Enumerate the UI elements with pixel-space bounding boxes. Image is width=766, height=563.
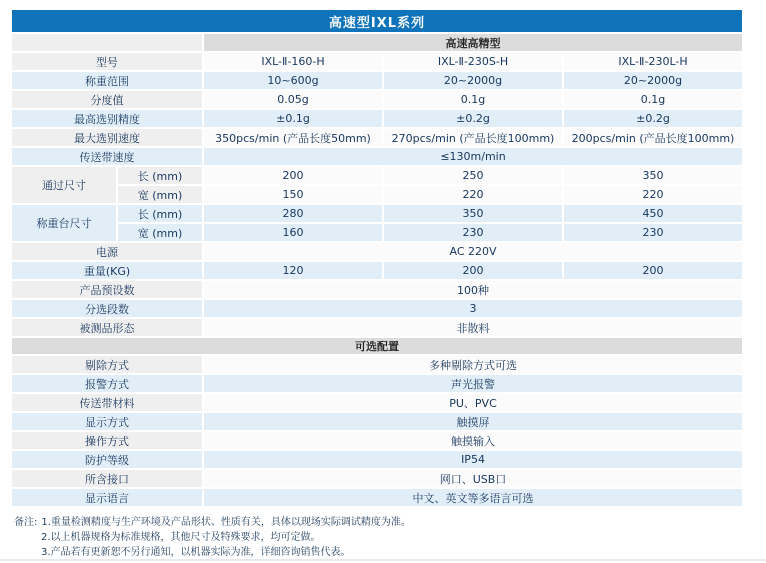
spec-value: IXL-Ⅱ-230S-H: [384, 53, 562, 70]
table-row: [12, 72, 742, 89]
table-row: [12, 432, 742, 449]
spec-value-span: 100种: [204, 281, 742, 298]
option-label: 报警方式: [12, 375, 202, 392]
spec-value-span: 3: [204, 300, 742, 317]
spec-label: 电源: [12, 243, 202, 260]
option-label: 显示语言: [12, 489, 202, 506]
table-row: [12, 53, 742, 70]
footnote-prefix: 备注:: [14, 517, 38, 528]
option-value: 中文、英文等多语言可选: [204, 489, 742, 506]
spec-group-label: 通过尺寸: [12, 167, 116, 203]
table-row: [12, 375, 742, 392]
spec-value: 10~600g: [204, 72, 382, 89]
spec-label: 分度值: [12, 91, 202, 108]
spec-value: IXL-Ⅱ-160-H: [204, 53, 382, 70]
table-row: [12, 262, 742, 279]
option-label: 操作方式: [12, 432, 202, 449]
option-value: 声光报警: [204, 375, 742, 392]
table-row: [12, 319, 742, 336]
table-row: [12, 186, 742, 203]
spec-value: 0.05g: [204, 91, 382, 108]
spec-value: 450: [564, 205, 742, 222]
spec-value-span: ≤130m/min: [204, 148, 742, 165]
option-label: 剔除方式: [12, 356, 202, 373]
table-row: [12, 224, 742, 241]
option-label: 防护等级: [12, 451, 202, 468]
option-value: 触摸屏: [204, 413, 742, 430]
bottom-divider: [0, 559, 766, 561]
table-row: [12, 300, 742, 317]
spec-value: 350pcs/min (产品长度50mm): [204, 129, 382, 146]
spec-label: 重量(KG): [12, 262, 202, 279]
spec-value: 250: [384, 167, 562, 184]
corner-cell: [12, 34, 202, 51]
table-row: [12, 281, 742, 298]
option-value: 多种剔除方式可选: [204, 356, 742, 373]
spec-label: 传送带速度: [12, 148, 202, 165]
spec-value: 350: [564, 167, 742, 184]
option-label: 显示方式: [12, 413, 202, 430]
table-row: [12, 167, 742, 184]
table-row: [12, 205, 742, 222]
table-row: [12, 394, 742, 411]
spec-value: 0.1g: [564, 91, 742, 108]
table-row: [12, 129, 742, 146]
option-value: 触摸输入: [204, 432, 742, 449]
option-label: 传送带材料: [12, 394, 202, 411]
section-header-precision: 高速高精型: [204, 34, 742, 51]
table-row: [12, 110, 742, 127]
spec-value: 270pcs/min (产品长度100mm): [384, 129, 562, 146]
spec-value: 20~2000g: [564, 72, 742, 89]
option-value: IP54: [204, 451, 742, 468]
spec-label: 分选段数: [12, 300, 202, 317]
spec-label: 产品预设数: [12, 281, 202, 298]
option-value: PU、PVC: [204, 394, 742, 411]
spec-subrow-label: 长 (mm): [118, 205, 202, 222]
footnote-line-2: 2.以上机器规格为标准规格，其他尺寸及特殊要求，均可定做。: [41, 532, 321, 543]
spec-sheet: [0, 8, 766, 563]
spec-value-span: 非散料: [204, 319, 742, 336]
spec-label: 型号: [12, 53, 202, 70]
footnotes: [14, 515, 766, 560]
table-row: [12, 91, 742, 108]
spec-label: 被测品形态: [12, 319, 202, 336]
spec-value: ±0.2g: [564, 110, 742, 127]
spec-value: 20~2000g: [384, 72, 562, 89]
spec-value: 120: [204, 262, 382, 279]
spec-value: ±0.1g: [204, 110, 382, 127]
footnote-line-3: 3.产品若有更新恕不另行通知，以机器实际为准，详细咨询销售代表。: [41, 547, 351, 558]
spec-subrow-label: 宽 (mm): [118, 224, 202, 241]
footnote-text: 1.重量检测精度与生产环境及产品形状、性质有关，具体以现场实际调试精度为准。: [41, 517, 411, 528]
table-row: [12, 243, 742, 260]
spec-value: 200: [384, 262, 562, 279]
option-value: 网口、USB口: [204, 470, 742, 487]
spec-value: 230: [384, 224, 562, 241]
spec-value: IXL-Ⅱ-230L-H: [564, 53, 742, 70]
spec-value-span: AC 220V: [204, 243, 742, 260]
spec-value: 230: [564, 224, 742, 241]
section-header-options: 可选配置: [12, 338, 742, 354]
spec-value: 150: [204, 186, 382, 203]
spec-value: 220: [564, 186, 742, 203]
table-row: [12, 413, 742, 430]
spec-label: 最大选别速度: [12, 129, 202, 146]
table-row: [12, 356, 742, 373]
spec-label: 称重范围: [12, 72, 202, 89]
footnote-line-1: [14, 515, 766, 530]
spec-subrow-label: 长 (mm): [118, 167, 202, 184]
table-row: [12, 470, 742, 487]
spec-value: 220: [384, 186, 562, 203]
spec-table: [10, 8, 744, 508]
table-row: [12, 148, 742, 165]
spec-value: 280: [204, 205, 382, 222]
spec-value: 350: [384, 205, 562, 222]
option-label: 所含接口: [12, 470, 202, 487]
spec-value: 0.1g: [384, 91, 562, 108]
spec-value: 200: [204, 167, 382, 184]
spec-subrow-label: 宽 (mm): [118, 186, 202, 203]
spec-value: 200: [564, 262, 742, 279]
spec-group-label: 称重台尺寸: [12, 205, 116, 241]
spec-value: 200pcs/min (产品长度100mm): [564, 129, 742, 146]
spec-value: 160: [204, 224, 382, 241]
spec-label: 最高选别精度: [12, 110, 202, 127]
table-row: [12, 451, 742, 468]
table-row: [12, 489, 742, 506]
table-title: 高速型IXL系列: [12, 10, 742, 32]
spec-value: ±0.2g: [384, 110, 562, 127]
